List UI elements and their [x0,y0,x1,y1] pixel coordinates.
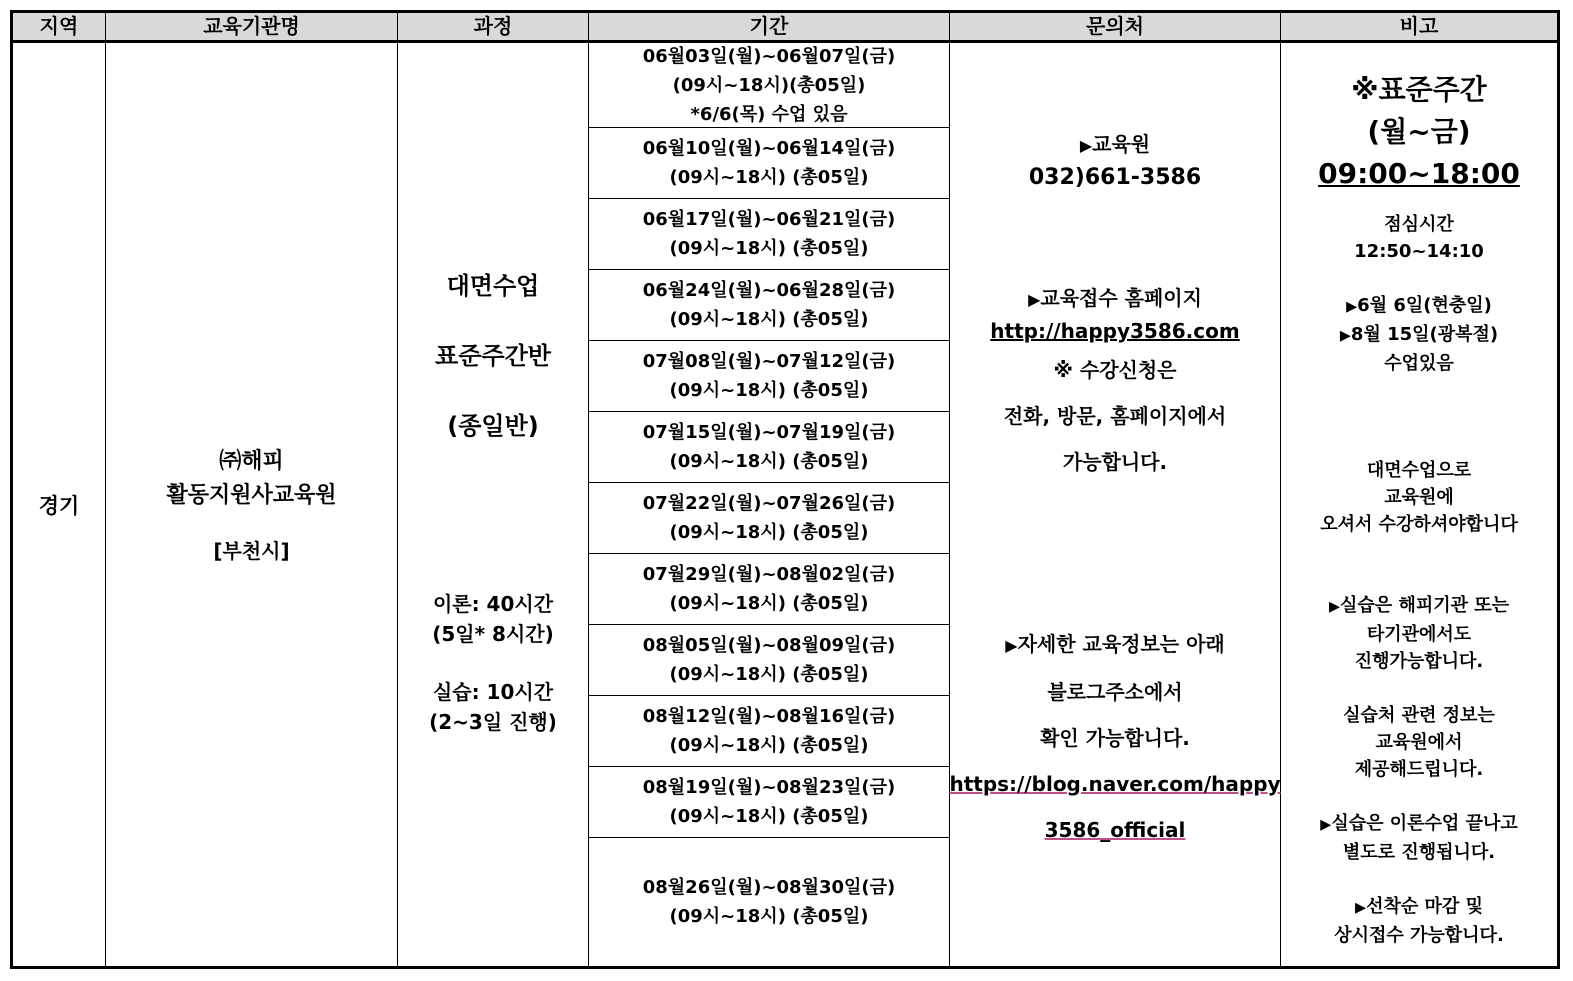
phone-number: 032)661-3586 [1028,165,1202,190]
period-date: 07월08일(월)~07월12일(금) [642,351,896,372]
first-line1 [1355,893,1483,922]
homepage-link[interactable]: http://happy3586.com [990,319,1240,343]
period-row [589,767,949,838]
triangle-bullet-icon: ▶ [1346,299,1358,315]
triangle-bullet-icon: ▶ [1028,290,1041,309]
inperson-line1: 대면수업으로 [1366,460,1472,481]
apply-possible: 가능합니다. [1062,450,1168,474]
separate-line2: 별도로 진행됩니다. [1342,842,1496,863]
inperson-line3: 오셔서 수강하셔야합니다 [1320,514,1518,535]
holiday-line1 [1346,292,1492,321]
period-time: (09시~18시) (총05일) [669,735,869,756]
period-date: 06월10일(월)~06월14일(금) [642,138,896,159]
std-title: ※표준주간 [1351,73,1487,106]
org-name-line2: 활동지원사교육원 [166,483,337,508]
period-date: 08월12일(월)~08월16일(금) [642,706,896,727]
practice-line3: 진행가능합니다. [1354,651,1484,672]
triangle-bullet-icon: ▶ [1005,636,1018,655]
practice-info-line3: 제공해드립니다. [1354,759,1484,780]
blog-link-line2[interactable]: 3586_official [1044,818,1186,842]
course-theory-detail: (5일* 8시간) [432,622,554,646]
inperson-line2: 교육원에 [1384,487,1454,508]
header-period: 기간 [589,13,950,40]
practice1-text: 실습은 해피기관 또는 [1340,595,1510,616]
practice-info-line2: 교육원에서 [1375,732,1463,753]
course-theory: 이론: 40시간 [432,592,554,616]
period-date: 06월24일(월)~06월28일(금) [642,280,896,301]
period-row [589,554,949,625]
triangle-bullet-icon: ▶ [1328,599,1341,615]
std-days: (월~금) [1367,115,1471,148]
header-org: 교육기관명 [106,13,398,40]
period-time: (09시~18시) (총05일) [669,238,869,259]
holiday1-text: 6월 6일(현충일) [1357,295,1492,316]
blog-intro-line [1005,621,1224,669]
lunch-time: 12:50~14:10 [1354,241,1484,262]
blog-link-line1[interactable]: https://blog.naver.com/happy [949,772,1281,796]
period-row [589,625,949,696]
triangle-bullet-icon: ▶ [1079,136,1093,155]
period-row [589,696,949,767]
course-name: 표준주간반 [435,342,551,370]
period-date: 07월29일(월)~08월02일(금) [642,564,896,585]
first-line2: 상시접수 가능합니다. [1334,925,1504,946]
homepage-label-line [1028,283,1202,315]
triangle-bullet-icon: ▶ [1320,817,1332,833]
period-time: (09시~18시) (총05일) [669,522,869,543]
first1-text: 선착순 마감 및 [1366,896,1483,917]
contact-cell [950,43,1280,966]
edu-label-line [1080,129,1150,161]
header-course: 과정 [398,13,589,40]
blog-addr-label: 블로그주소에서 [1047,680,1183,704]
region-cell [13,43,105,966]
course-practice-detail: (2~3일 진행) [429,710,557,734]
practice-line1 [1329,592,1509,621]
period-date: 08월19일(월)~08월23일(금) [642,777,896,798]
triangle-bullet-icon: ▶ [1339,328,1351,344]
practice-info-line1: 실습처 관련 정보는 [1343,705,1495,726]
org-location: [부천시] [213,539,290,563]
period-row [589,483,949,554]
org-cell [106,43,397,966]
course-practice: 실습: 10시간 [432,680,554,704]
apply-methods: 전화, 방문, 홈페이지에서 [1003,404,1227,428]
edu-label: 교육원 [1092,132,1151,156]
header-region: 지역 [13,13,106,40]
period-time: (09시~18시) (총05일) [669,664,869,685]
apply-note: ※ 수강신청은 [1053,358,1177,382]
blog-intro: 자세한 교육정보는 아래 [1017,632,1225,656]
period-time: (09시~18시)(총05일) [672,74,866,96]
period-row [589,412,949,483]
separate1-text: 실습은 이론수업 끝나고 [1331,813,1518,834]
period-date: 08월05일(월)~08월09일(금) [642,635,896,656]
std-time: 09:00~18:00 [1318,157,1520,190]
lunch-label: 점심시간 [1384,214,1454,235]
course-sub: (종일반) [447,412,539,440]
practice-line2: 타기관에서도 [1366,624,1472,645]
region-text: 경기 [38,493,80,518]
period-time: (09시~18시) (총05일) [669,309,869,330]
course-type: 대면수업 [446,272,540,300]
header-contact: 문의처 [950,13,1281,40]
separate-line1 [1320,810,1518,839]
period-row [589,341,949,412]
note-cell [1281,43,1557,966]
period-time: (09시~18시) (총05일) [669,593,869,614]
period-extra: *6/6(목) 수업 있음 [690,103,848,125]
period-row [589,270,949,341]
period-time: (09시~18시) (총05일) [669,806,869,827]
period-time: (09시~18시) (총05일) [669,167,869,188]
triangle-bullet-icon: ▶ [1355,900,1367,916]
org-name-line1: ㈜해피 [219,449,284,474]
period-time: (09시~18시) (총05일) [669,380,869,401]
period-time: (09시~18시) (총05일) [669,906,869,927]
period-date: 06월03일(월)~06월07일(금) [642,45,896,67]
blog-check: 확인 가능합니다. [1040,726,1190,750]
period-row [589,128,949,199]
table-header-row [13,13,1557,43]
course-cell [398,43,588,966]
period-date: 07월15일(월)~07월19일(금) [642,422,896,443]
period-row [589,199,949,270]
schedule-table [10,10,1560,969]
holiday2-text: 8월 15일(광복절) [1350,324,1499,345]
period-time: (09시~18시) (총05일) [669,451,869,472]
period-column [589,43,949,966]
period-row [589,838,949,966]
holiday-line2 [1340,321,1498,350]
period-date: 07월22일(월)~07월26일(금) [642,493,896,514]
period-date: 06월17일(월)~06월21일(금) [642,209,896,230]
period-row [589,43,949,128]
holiday-note: 수업있음 [1384,353,1454,374]
homepage-label: 교육접수 홈페이지 [1040,286,1202,310]
period-date: 08월26일(월)~08월30일(금) [642,877,896,898]
header-note: 비고 [1399,14,1439,38]
